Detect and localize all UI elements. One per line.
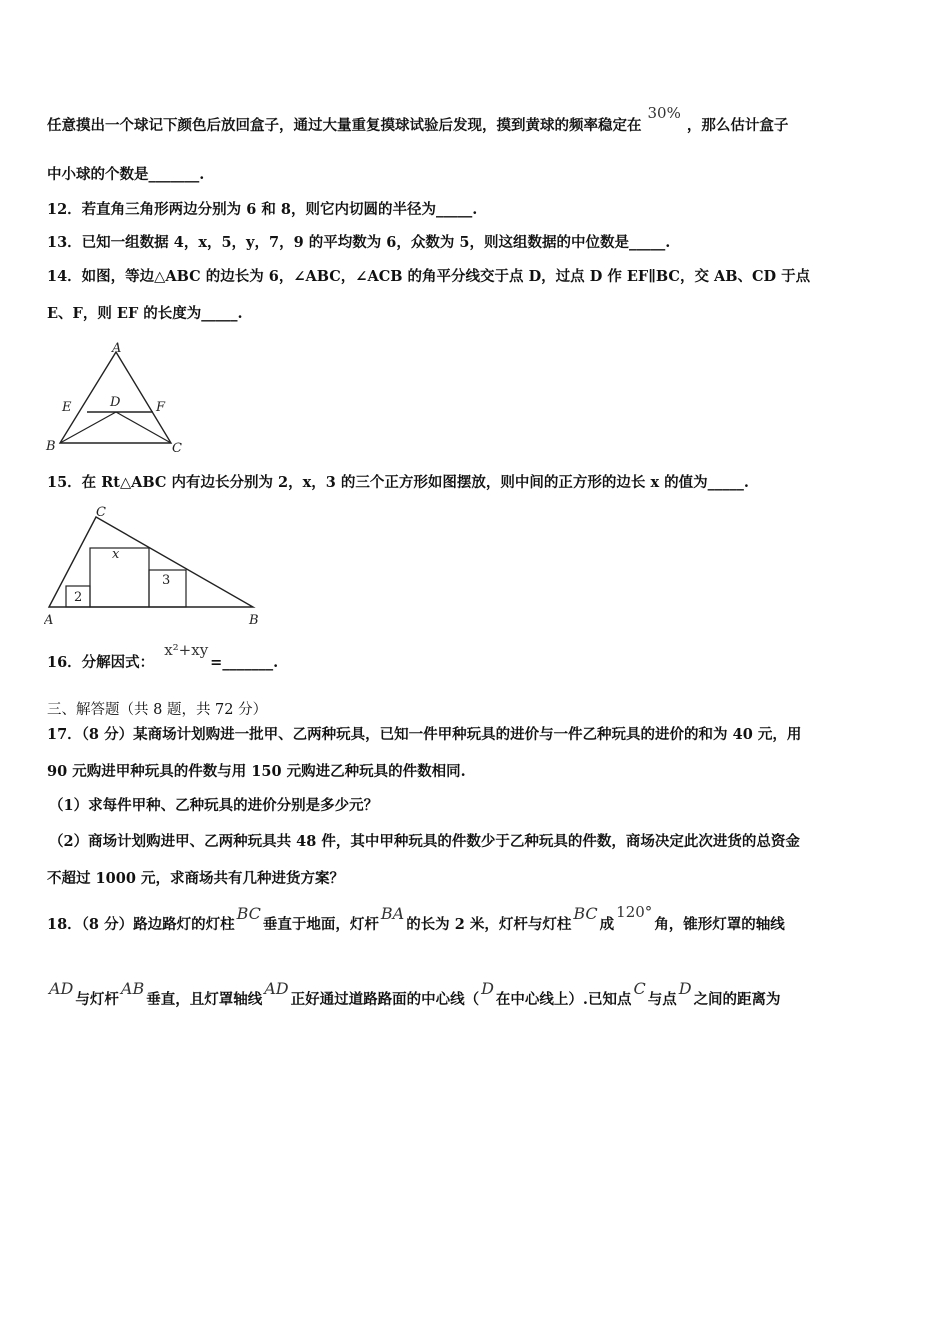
q18-line2 bbox=[47, 979, 781, 1010]
triangle-figure-q14 bbox=[44, 340, 189, 458]
q18-text-4: 成 bbox=[599, 916, 615, 933]
q18-text-1: 18．（8 分）路边路灯的灯柱 bbox=[47, 916, 235, 933]
question-13: 13．已知一组数据 4，x，5，y，7，9 的平均数为 6，众数为 5，则这组数据的中位数是_____. bbox=[47, 234, 671, 251]
q17-line1: 17．（8 分）某商场计划购进一批甲、乙两种玩具，已知一件甲种玩具的进价与一件乙种玩具的进价的和为 40 元，用 bbox=[47, 726, 802, 743]
q18-math-ad-2: AD bbox=[264, 979, 289, 998]
label-d: D bbox=[110, 395, 121, 410]
segment-cd bbox=[116, 412, 171, 443]
question-15: 15．在 Rt△ABC 内有边长分别为 2，x，3 的三个正方形如图摆放，则中间的正方形的边长 x 的值为_____. bbox=[47, 474, 749, 491]
q11-percent: 30% bbox=[647, 104, 681, 122]
q11-text-a: 任意摸出一个球记下颜色后放回盒子，通过大量重复摸球试验后发现，摸到黄球的频率稳定在 bbox=[47, 117, 642, 134]
q14-line1: 14．如图，等边△ABC 的边长为 6，∠ABC，∠ACB 的角平分线交于点 D，过点 D 作 EF∥BC，交 AB、CD 于点 bbox=[47, 268, 811, 285]
q18-text-9: 在中心线上）.已知点 bbox=[495, 991, 632, 1008]
q16-expression: x²+xy bbox=[164, 641, 209, 659]
q18-text-10: 与点 bbox=[647, 991, 677, 1008]
label-a: A bbox=[112, 341, 122, 356]
q16-suffix: =_______. bbox=[210, 654, 279, 671]
q18-text-8: 正好通过道路路面的中心线（ bbox=[290, 991, 480, 1008]
q18-math-ba: BA bbox=[380, 904, 405, 923]
q18-math-bc-2: BC bbox=[573, 904, 598, 923]
label-e: E bbox=[62, 400, 72, 415]
right-triangle-figure-q15 bbox=[44, 500, 264, 632]
q18-text-2: 垂直于地面，灯杆 bbox=[262, 916, 379, 933]
q18-math-120: 120° bbox=[616, 903, 653, 921]
q18-text-11: 之间的距离为 bbox=[693, 991, 781, 1008]
label-b: B bbox=[249, 613, 259, 628]
q18-math-d: D bbox=[481, 979, 494, 998]
q18-math-d-2: D bbox=[678, 979, 692, 998]
segment-bd bbox=[60, 412, 116, 443]
label-a: A bbox=[44, 613, 54, 628]
q18-math-ab: AB bbox=[120, 979, 145, 998]
q11-line1 bbox=[47, 104, 789, 136]
q14-line2: E、F，则 EF 的长度为_____. bbox=[47, 305, 243, 322]
q18-text-5: 角，锥形灯罩的轴线 bbox=[654, 916, 785, 933]
square-x bbox=[90, 548, 149, 607]
q11-line2: 中小球的个数是_______. bbox=[47, 166, 205, 183]
q18-text-3: 的长为 2 米，灯杆与灯柱 bbox=[406, 916, 572, 933]
q17-part1: （1）求每件甲种、乙种玩具的进价分别是多少元？ bbox=[49, 797, 379, 814]
q18-text-7: 垂直，且灯罩轴线 bbox=[146, 991, 263, 1008]
q16-prefix: 16．分解因式： bbox=[47, 654, 155, 671]
q11-text-b: ，那么估计盒子 bbox=[686, 117, 789, 134]
q18-math-c: C bbox=[633, 979, 646, 998]
q17-line2: 90 元购进甲种玩具的件数与用 150 元购进乙种玩具的件数相同. bbox=[47, 763, 466, 780]
question-12: 12．若直角三角形两边分别为 6 和 8，则它内切圆的半径为_____. bbox=[47, 201, 478, 218]
label-3: 3 bbox=[162, 573, 171, 588]
q18-text-6: 与灯杆 bbox=[75, 991, 119, 1008]
q18-math-bc: BC bbox=[236, 904, 261, 923]
label-b: B bbox=[46, 439, 56, 454]
label-f: F bbox=[156, 400, 166, 415]
section-heading: 三、解答题（共 8 题，共 72 分） bbox=[47, 702, 268, 718]
label-x: x bbox=[112, 547, 120, 562]
q17-part2-line2: 不超过 1000 元，求商场共有几种进货方案？ bbox=[47, 870, 344, 887]
q17-part2-line1: （2）商场计划购进甲、乙两种玩具共 48 件，其中甲种玩具的件数少于乙种玩具的件数，商场决定此次进货的总资金 bbox=[49, 833, 800, 850]
label-2: 2 bbox=[74, 590, 83, 605]
label-c: C bbox=[96, 505, 106, 520]
label-c: C bbox=[172, 441, 182, 456]
q18-math-ad: AD bbox=[49, 979, 74, 998]
question-16 bbox=[47, 641, 279, 673]
q18-line1 bbox=[47, 903, 785, 935]
